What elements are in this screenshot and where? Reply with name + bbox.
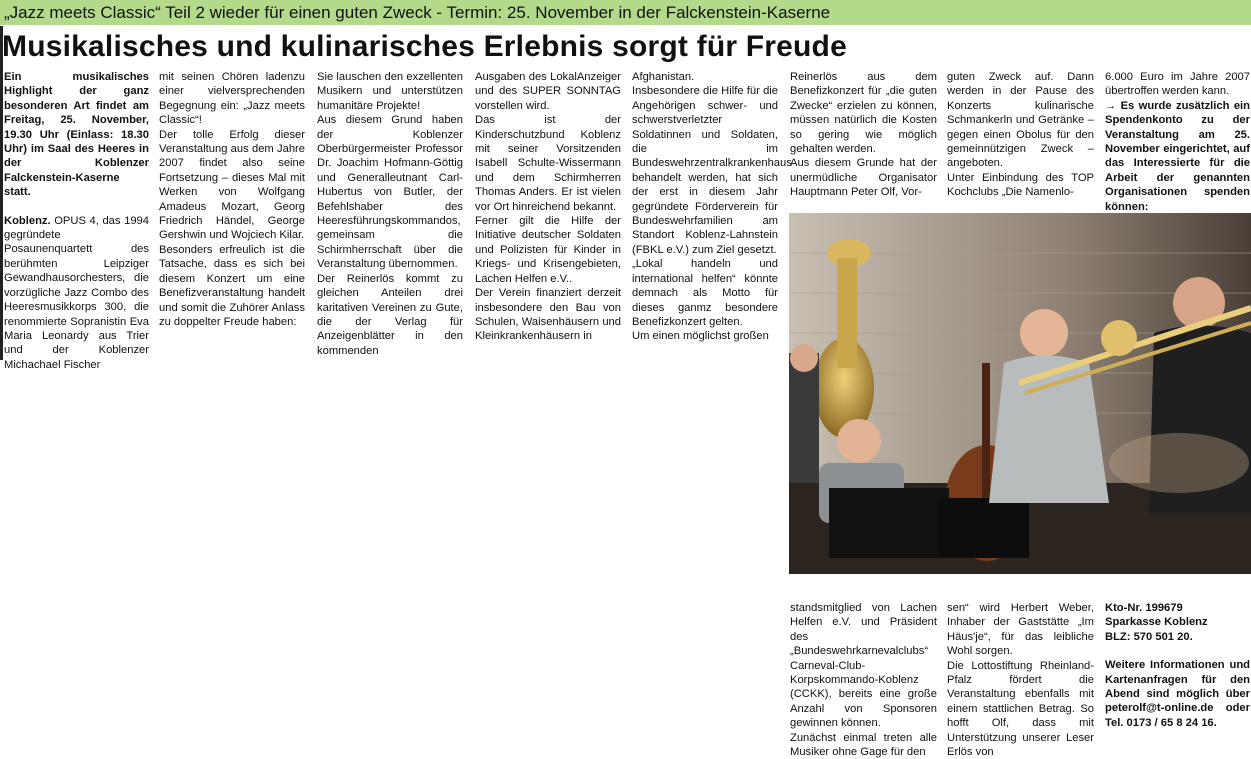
paragraph: Aus diesem Grunde hat der unermüdliche Organisator Hauptmann Peter Olf, Vor- — [790, 157, 937, 199]
paragraph: standsmitglied von Lachen Helfen e.V. und Präsident des „Bundeswehrkarnevalclubs“ Carneval-Club-Korpskommando-Koblenz (CCKK), bereits eine große Anzahl von Sponsoren gewinnen können. — [790, 602, 937, 730]
paragraph: Sie lauschen den exzellenten Musikern und unterstützen humanitäre Projekte! — [317, 71, 463, 112]
column-7-continued — [947, 601, 1094, 759]
lead-paragraph: Ein musikalisches Highlight der ganz besonderen Art findet am Freitag, 25. November, 19.30 Uhr (Einlass: 18.30 Uhr) im Saal des Heeres in der Koblenzer Falckenstein-Kaserne statt. — [4, 71, 149, 199]
paragraph: Aus diesem Grund haben der Koblenzer Oberbürgermeister Professor Dr. Joachim Hofmann-Göttig und Generalleutnant Carl-Hubertus von Butler, der Befehlshaber des Heeresführungskommandos, gemeinsam die Schirmherrschaft über die Veranstaltung übernommen. — [317, 114, 463, 271]
paragraph: „Lokal handeln und international helfen“ könnte demnach als Motto für dieses ganmz besondere Benefizkonzert gelten. — [632, 258, 778, 328]
column-8-continued — [1105, 601, 1250, 732]
bank-name: Sparkasse Koblenz — [1105, 616, 1208, 629]
paragraph: 6.000 Euro im Jahre 2007 übertroffen werden kann. — [1105, 71, 1250, 98]
column-6 — [790, 70, 937, 210]
paragraph: Unter Einbindung des TOP Kochclubs „Die Namenlo- — [947, 171, 1094, 199]
central-musician-head — [1020, 309, 1068, 357]
donation-note: → Es wurde zusätzlich ein Spendenkonto zu der Veranstaltung am 25. November eingerichtet, auf das Interessierte für die Arbeit der genannten Organisationen spenden können: — [1105, 99, 1250, 213]
paragraph: Ferner gilt die Hilfe der Initiative deutscher Soldaten und Polizisten für Kinder in Kriegs- und Krisengebieten, Lachen Helfen e.V.. — [475, 215, 621, 285]
paragraph: guten Zweck auf. Dann werden in der Pause des Konzerts kulinarische Schmankerln und Getränke – gegen einen Obolus für den gemeinnützigen Zweck – angeboten. — [947, 71, 1094, 170]
dateline: Koblenz. — [4, 214, 51, 227]
paragraph: Insbesondere die Hilfe für die Angehörigen schwer- und schwerstverletzter Soldatinnen und Soldaten, die im Bundeswehrzentralkrankenhaus behandelt werden, hat sich der erst in diesem Jahr gegründete Förderverein für Bundeswehrfamilien am Standort Koblenz-Lahnstein (FBKL e.V.) zum Ziel gesetzt. — [632, 85, 792, 256]
music-stand-center — [939, 498, 1029, 558]
paragraph: Besonders erfreulich ist die Tatsache, dass es sich bei diesem Konzert um eine Benefizveranstaltung handelt und somit die Zuhörer Anlass zu doppelter Freude haben: — [159, 243, 305, 328]
trombone-bell — [1101, 320, 1137, 356]
paragraph: Reinerlös aus dem Benefizkonzert für „die guten Zwecke“ erzielen zu können, müssen natürlich die Kosten so gering wie möglich gehalten werden. — [790, 71, 937, 156]
column-1 — [4, 70, 149, 371]
stage-light — [1109, 433, 1249, 493]
article-headline: Musikalisches und kulinarisches Erlebnis sorgt für Freude — [2, 30, 847, 63]
paragraph: Der tolle Erfolg dieser Veranstaltung aus dem Jahre 2007 findet also seine Fortsetzung – dieses Mal mit Werken von Wolfgang Amadeus Mozart, Georg Friedrich Händel, George Gershwin und Wojciech Kilar. — [159, 128, 305, 242]
left-musician — [789, 353, 819, 483]
paragraph: Der Reinerlös kommt zu gleichen Anteilen drei karitativen Vereinen zu Gute, die der Verlag für Anzeigenblätter in den kommenden — [317, 272, 463, 357]
paragraph: Die Lottostiftung Rheinland-Pfalz fördert die Veranstaltung ebenfalls mit einem stattlichen Betrag. So hofft Olf, dass mit Unterstützung unserer Leser Erlös von — [947, 659, 1094, 759]
seated-musician-head — [837, 419, 881, 463]
body-paragraph — [4, 214, 149, 372]
contact-info: Weitere Informationen und Kartenanfragen für den Abend sind möglich über peterolf@t-online.de oder Tel. 0173 / 65 8 24 16. — [1105, 659, 1250, 729]
account-number: Kto-Nr. 199679 — [1105, 602, 1183, 614]
paragraph: Ausgaben des LokalAnzeiger und des SUPER SONNTAG vorstellen wird. — [475, 71, 621, 112]
column-4 — [475, 70, 621, 360]
column-2 — [159, 70, 305, 360]
paragraph: Um einen möglichst großen — [632, 330, 769, 343]
column-8 — [1105, 70, 1250, 213]
paragraph: Das ist der Kinderschutzbund Koblenz mit seiner Vorsitzenden Isabell Schulte-Wissermann und dem Schirmherren Thomas Anders. Er ist vielen vor Ort hinreichend bekannt. — [475, 114, 621, 213]
paragraph: Zunächst einmal treten alle Musiker ohne Gage für den — [790, 731, 937, 759]
left-rule — [0, 26, 3, 360]
column-5 — [632, 70, 792, 360]
concert-photo — [789, 213, 1251, 574]
tuba-pipe — [837, 258, 857, 368]
column-7 — [947, 70, 1094, 210]
paragraph: Afghanistan. — [632, 71, 695, 83]
concert-photo-illustration — [789, 213, 1251, 574]
music-stand-left — [829, 488, 949, 558]
body-text: OPUS 4, das 1994 gegründete Posaunenquartett des berühmten Leipziger Gewandhausorchesters, die vorzügliche Jazz Combo des Heeresmusikkorps 300, die renommierte Sopranistin Eva Maria Leonardy aus Trier und der Koblenzer Michachael Fischer — [4, 214, 149, 371]
paragraph: sen“ wird Herbert Weber, Inhaber der Gaststätte „Im Häus'je“, für das leibliche Wohl sorgen. — [947, 602, 1094, 658]
column-3 — [317, 70, 463, 360]
paragraph: Der Verein finanziert derzeit insbesondere den Bau von Schulen, Waisenhäusern und Kleinkrankenhäusern in — [475, 287, 621, 343]
column-6-continued — [790, 601, 937, 759]
article-kicker: „Jazz meets Classic“ Teil 2 wieder für einen guten Zweck - Termin: 25. November in der Falckenstein-Kaserne — [0, 0, 1251, 25]
paragraph: mit seinen Chören ladenzu einer vielversprechenden Begegnung ein: „Jazz meets Classic“! — [159, 71, 305, 127]
central-musician-body — [989, 356, 1109, 504]
bank-code: BLZ: 570 501 20. — [1105, 630, 1193, 643]
